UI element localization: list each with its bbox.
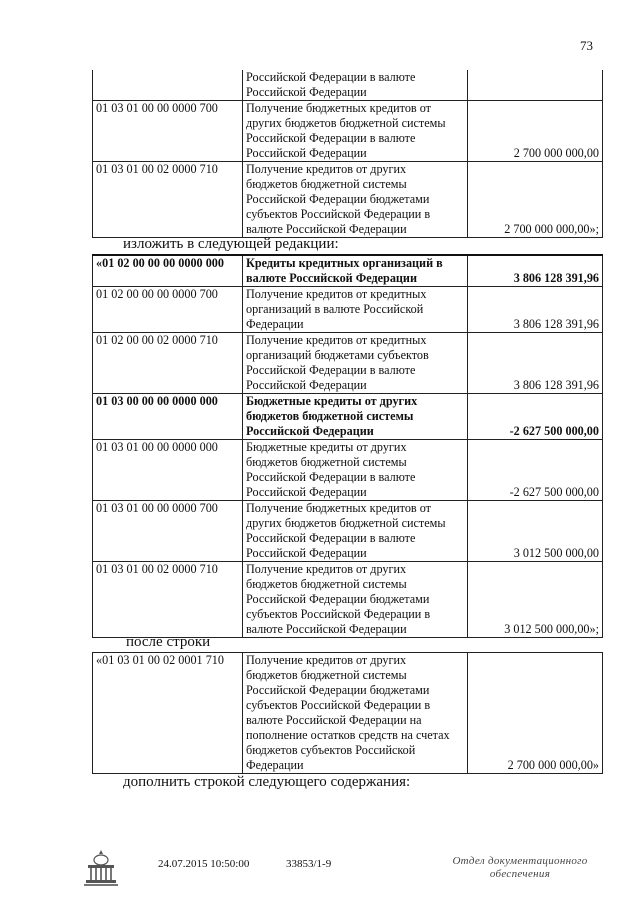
table-row — [93, 70, 603, 101]
row-name: Бюджетные кредиты от других бюджетов бюджетной системы Российской Федерации в валюте Российской Федерации — [243, 440, 468, 501]
caption-add-row: дополнить строкой следующего содержания: — [123, 774, 411, 790]
row-code — [93, 70, 243, 101]
budget-table-after-row — [92, 652, 603, 774]
row-name: Кредиты кредитных организаций в валюте Российской Федерации — [243, 255, 468, 287]
row-name: Получение бюджетных кредитов от других бюджетов бюджетной системы Российской Федерации в валюте Российской Федерации — [243, 101, 468, 162]
row-code: 01 02 00 00 02 0000 710 — [93, 333, 243, 394]
table-row — [93, 162, 603, 238]
row-amount: -2 627 500 000,00 — [468, 440, 603, 501]
stamp-line: обеспечения — [489, 868, 551, 880]
row-name: Российской Федерации в валюте Российской Федерации — [243, 70, 468, 101]
row-code: 01 03 01 00 00 0000 700 — [93, 101, 243, 162]
table-row — [93, 440, 603, 501]
row-amount: 2 700 000 000,00»; — [468, 162, 603, 238]
row-code: 01 03 01 00 00 0000 000 — [93, 440, 243, 501]
row-amount: -2 627 500 000,00 — [468, 394, 603, 440]
row-amount: 2 700 000 000,00» — [468, 653, 603, 774]
page-number: 73 — [580, 38, 593, 53]
stamp-line: Отдел документационного — [452, 855, 588, 867]
row-amount: 3 806 128 391,96 — [468, 333, 603, 394]
caption-new-edition: изложить в следующей редакции: — [123, 236, 339, 252]
row-name: Бюджетные кредиты от других бюджетов бюджетной системы Российской Федерации — [243, 394, 468, 440]
table-row — [93, 501, 603, 562]
row-name: Получение кредитов от других бюджетов бюджетной системы Российской Федерации бюджетами субъектов Российской Федерации в валюте Российской Федерации — [243, 162, 468, 238]
footer-doc-number: 33853/1-9 — [286, 858, 332, 870]
table-row — [93, 394, 603, 440]
row-amount: 2 700 000 000,00 — [468, 101, 603, 162]
footer-datetime: 24.07.2015 10:50:00 — [158, 858, 250, 870]
row-name: Получение кредитов от кредитных организаций в валюте Российской Федерации — [243, 287, 468, 333]
duma-building-icon — [82, 848, 120, 895]
row-name: Получение бюджетных кредитов от других бюджетов бюджетной системы Российской Федерации в валюте Российской Федерации — [243, 501, 468, 562]
row-code: 01 03 01 00 00 0000 700 — [93, 501, 243, 562]
row-amount — [468, 70, 603, 101]
row-name: Получение кредитов от других бюджетов бюджетной системы Российской Федерации бюджетами субъектов Российской Федерации в валюте Российской Федерации на пополнение остатков средств на счетах бюджетов субъектов Российской Федерации — [243, 653, 468, 774]
row-name: Получение кредитов от кредитных организаций бюджетами субъектов Российской Федерации в валюте Российской Федерации — [243, 333, 468, 394]
row-code: «01 03 01 00 02 0001 710 — [93, 653, 243, 774]
caption-after-row: после строки — [126, 634, 211, 650]
row-amount: 3 806 128 391,96 — [468, 287, 603, 333]
table-row — [93, 562, 603, 638]
row-code: «01 02 00 00 00 0000 000 — [93, 255, 243, 287]
department-stamp — [440, 855, 600, 881]
row-amount: 3 012 500 000,00»; — [468, 562, 603, 638]
row-amount: 3 012 500 000,00 — [468, 501, 603, 562]
row-code: 01 03 01 00 02 0000 710 — [93, 162, 243, 238]
row-code: 01 03 01 00 02 0000 710 — [93, 562, 243, 638]
row-code: 01 02 00 00 00 0000 700 — [93, 287, 243, 333]
table-row — [93, 101, 603, 162]
row-name: Получение кредитов от других бюджетов бюджетной системы Российской Федерации бюджетами субъектов Российской Федерации в валюте Российской Федерации — [243, 562, 468, 638]
table-row — [93, 333, 603, 394]
table-row — [93, 255, 603, 287]
table-row — [93, 653, 603, 774]
table-row — [93, 287, 603, 333]
budget-table-new-edition — [92, 254, 603, 638]
budget-table-continued — [92, 70, 603, 238]
row-code: 01 03 00 00 00 0000 000 — [93, 394, 243, 440]
row-amount: 3 806 128 391,96 — [468, 255, 603, 287]
